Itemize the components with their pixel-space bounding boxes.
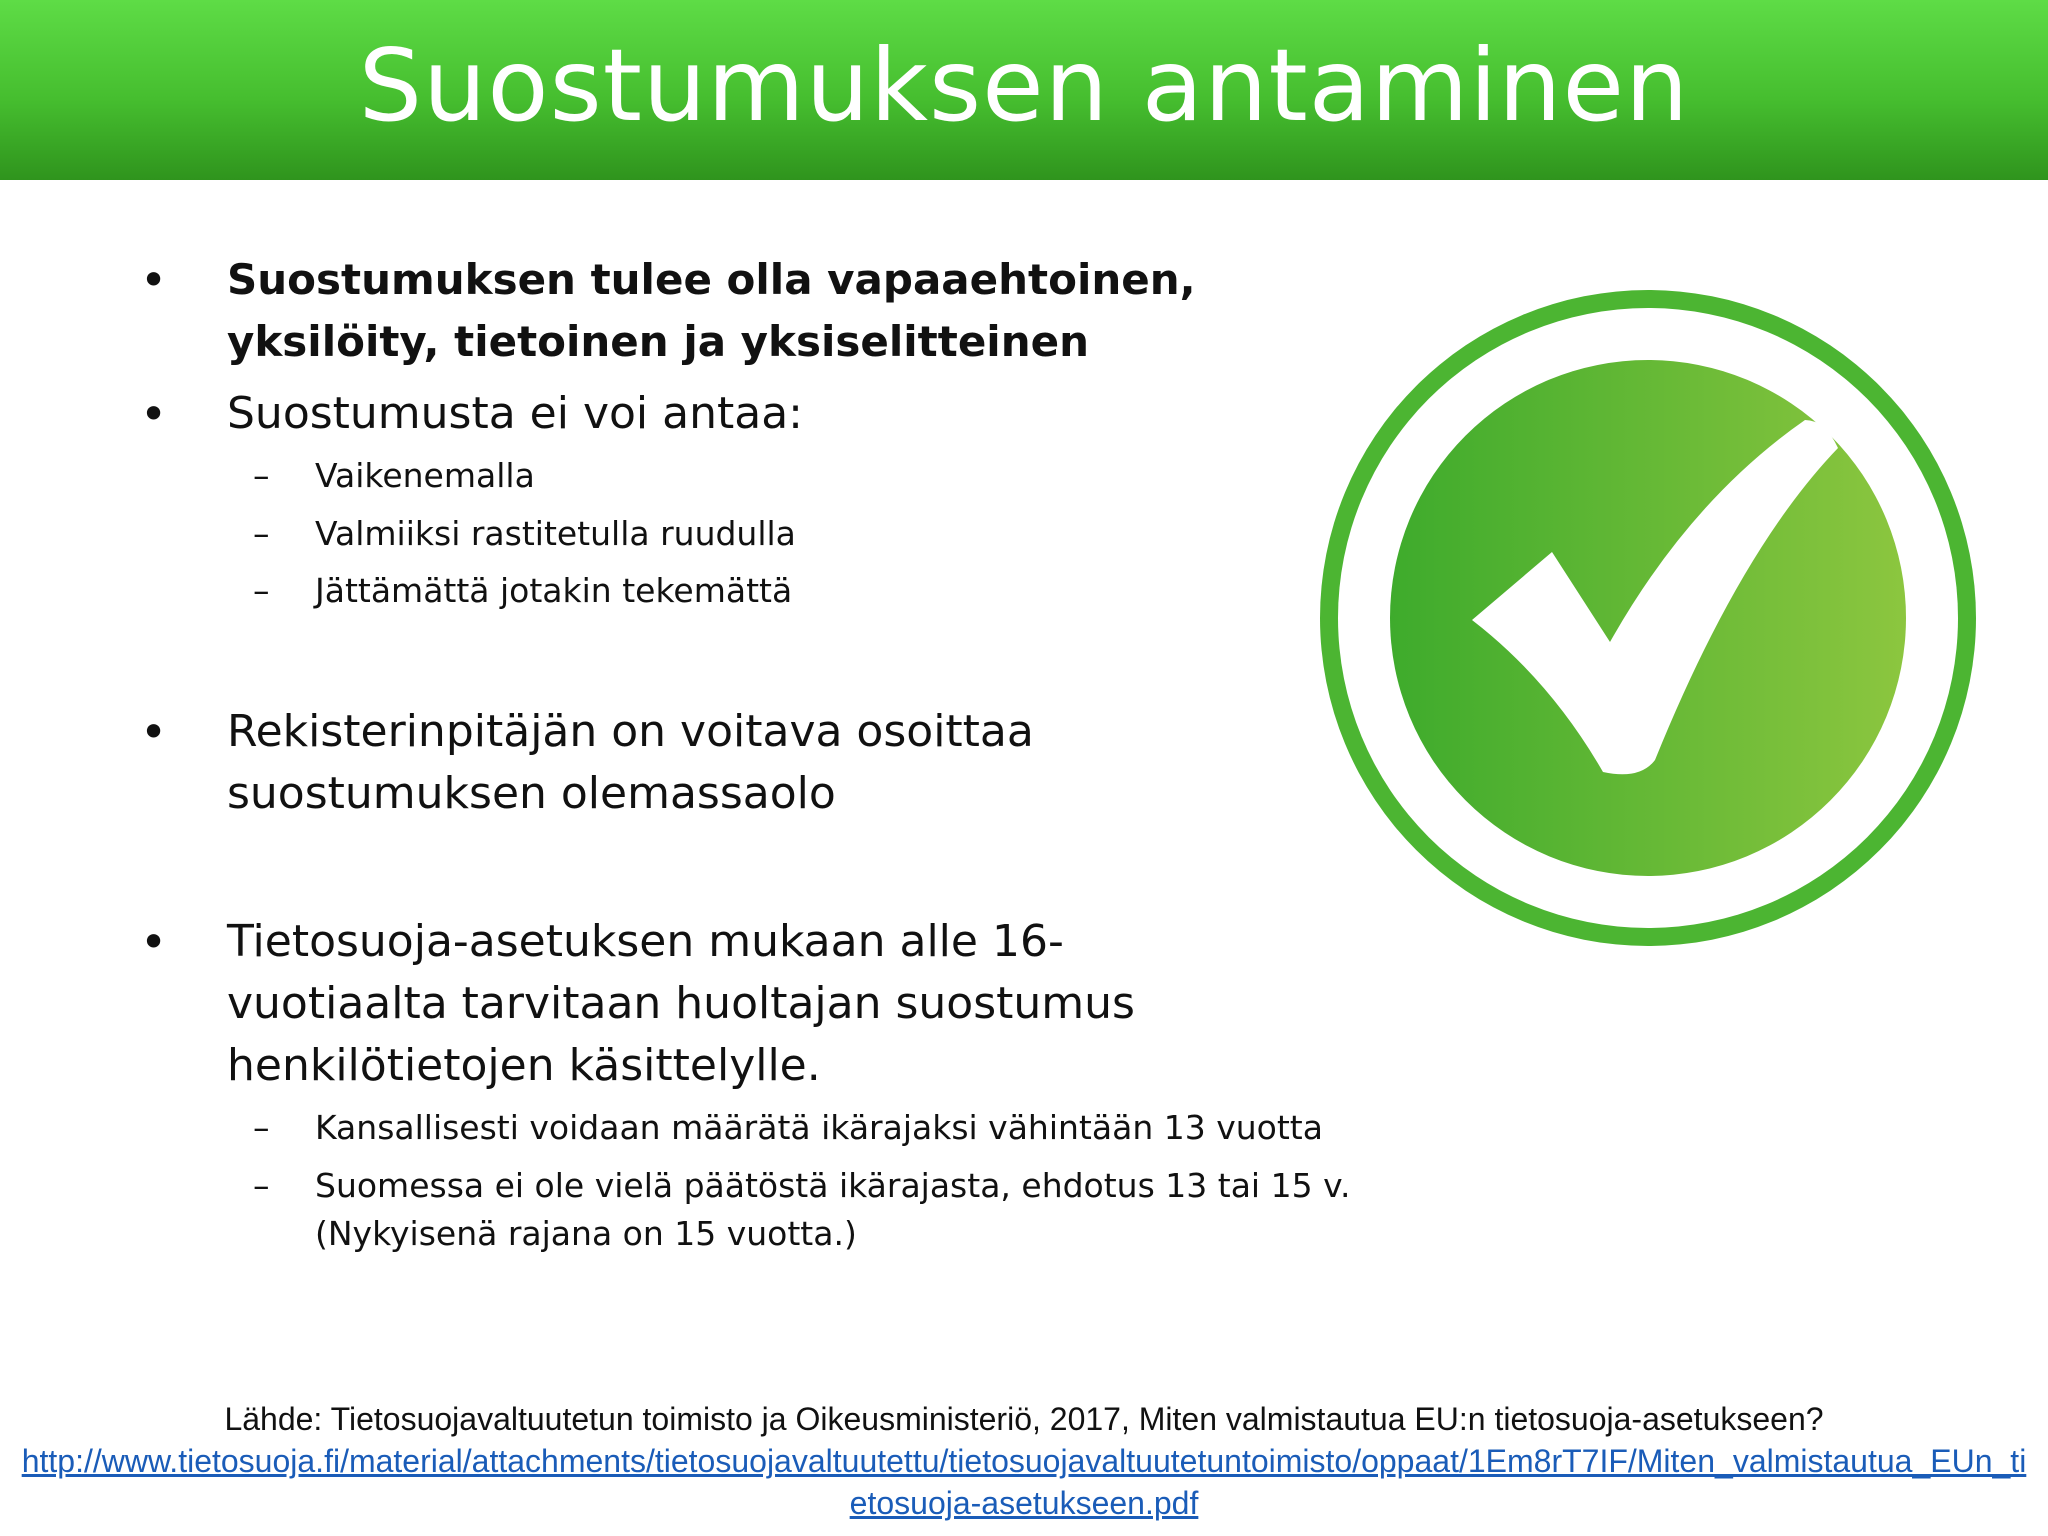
bullet-marker: • — [140, 387, 168, 441]
sub-text: Valmiiksi rastitetulla ruudulla — [315, 514, 796, 553]
bullet-text: Tietosuoja-asetuksen mukaan alle 16-vuotiaalta tarvitaan huoltajan suostumus henkilötietojen käsittelylle. — [227, 916, 1135, 1091]
check-circle-icon — [1320, 290, 1976, 946]
bullet-text: Rekisterinpitäjän on voitava osoittaa suostumuksen olemassaolo — [227, 706, 1034, 819]
source-link[interactable] — [0, 1440, 2048, 1524]
sub-text: Suomessa ei ole vielä päätöstä ikärajasta, ehdotus 13 tai 15 v. (Nykyisenä rajana on 15 vuotta.) — [315, 1166, 1351, 1253]
bullet-text: Suostumusta ei voi antaa: — [227, 388, 803, 439]
page-title: Suostumuksen antaminen — [358, 27, 1690, 144]
sub-marker: – — [253, 1166, 270, 1205]
bullet-text: Suostumuksen tulee olla vapaaehtoinen, yksilöity, tietoinen ja yksiselitteinen — [227, 255, 1196, 366]
sub-marker: – — [253, 456, 270, 495]
sub-marker: – — [253, 571, 270, 610]
sub-text: Kansallisesti voidaan määrätä ikärajaksi vähintään 13 vuotta — [315, 1108, 1323, 1147]
bullet-marker: • — [140, 915, 168, 969]
bullet-marker: • — [140, 253, 168, 307]
bullet-marker: • — [140, 705, 168, 759]
source-link-text[interactable]: http://www.tietosuoja.fi/material/attachments/tietosuojavaltuutettu/tietosuojavaltuutetuntoimisto/oppaat/1Em8rT7IF/Miten_valmistautua_EUn_tietosuoja-asetukseen.pdf — [21, 1443, 2027, 1521]
sub-text: Jättämättä jotakin tekemättä — [315, 571, 793, 610]
sub-text: Vaikenemalla — [315, 456, 535, 495]
sub-marker: – — [253, 514, 270, 553]
source-footer — [0, 1398, 2048, 1524]
source-citation: Lähde: Tietosuojavaltuutetun toimisto ja Oikeusministeriö, 2017, Miten valmistautua EU:n tietosuoja-asetukseen? — [224, 1401, 1824, 1437]
sub-marker: – — [253, 1108, 270, 1147]
